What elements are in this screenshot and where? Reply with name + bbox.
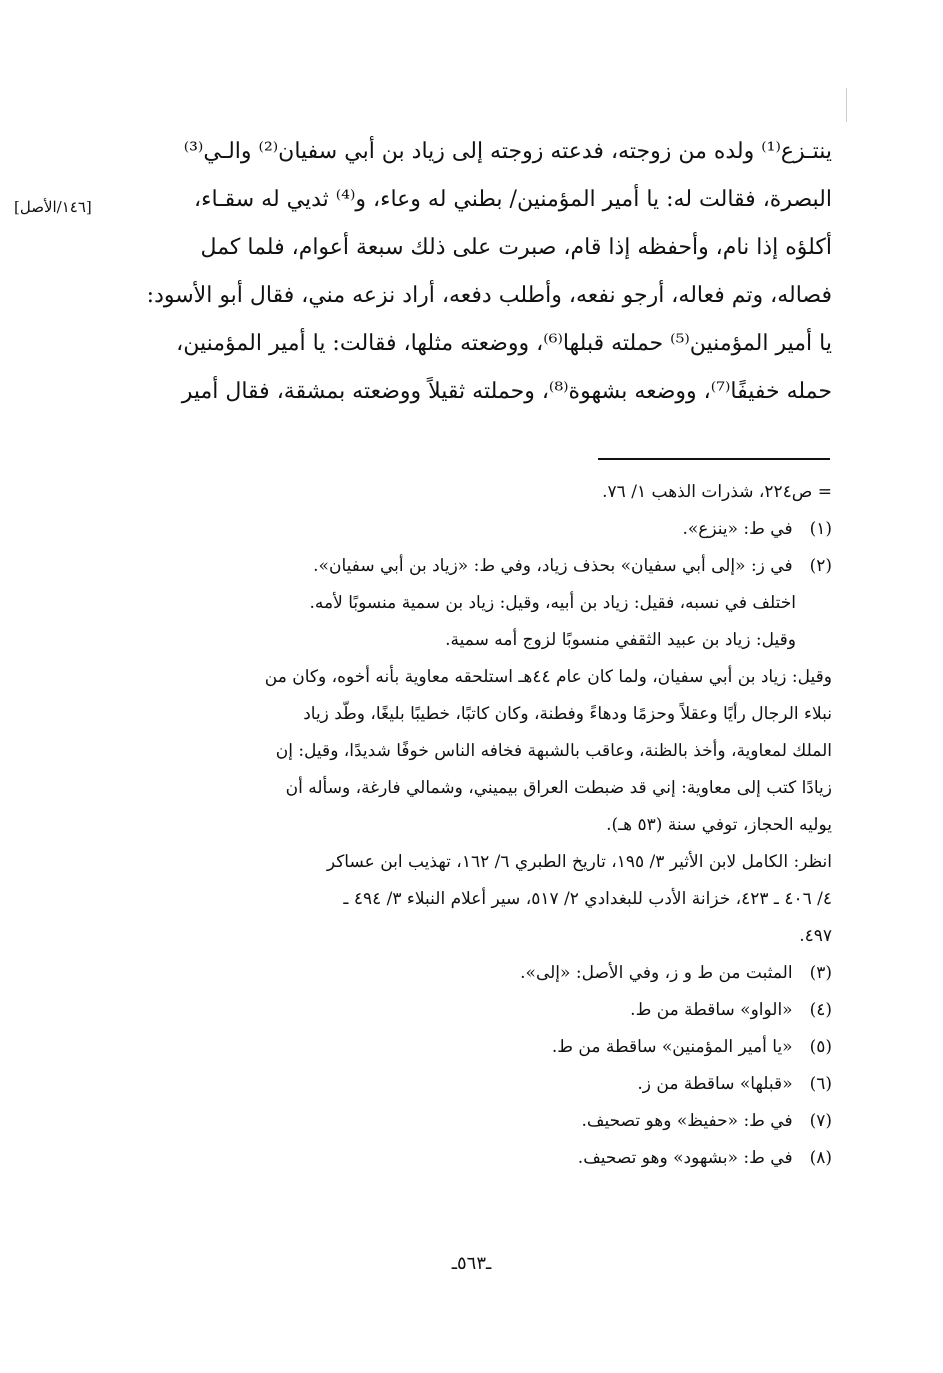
- footnote-text: «يا أمير المؤمنين» ساقطة من ط.: [551, 1037, 793, 1057]
- footnote-text: «الواو» ساقطة من ط.: [630, 1000, 793, 1020]
- footnote-separator: [598, 458, 830, 460]
- footnote-5: [120, 1029, 832, 1066]
- footnote-number: (٥): [809, 1037, 832, 1057]
- footnote-2-body-line: ٤/ ٤٠٦ ـ ٤٢٣، خزانة الأدب للبغدادي ٢/ ٥١٧، سير أعلام النبلاء ٣/ ٤٩٤ ـ: [343, 889, 832, 909]
- footnote-2-body-line: الملك لمعاوية، وأخذ بالظنة، وعاقب بالشبهة فخافه الناس خوفًا شديدًا، وقيل: إن: [275, 741, 832, 761]
- footnote-2: [120, 548, 832, 585]
- footnote-2-body-line: زيادًا كتب إلى معاوية: إني قد ضبطت العراق بيميني، وشمالي فارغة، وسأله أن: [285, 778, 832, 798]
- main-text-line: أكلؤه إذا نام، وأحفظه إذا قام، صبرت على ذلك سبعة أعوام، فلما كمل: [200, 235, 832, 260]
- footnote-number: (٧): [809, 1111, 832, 1131]
- footnote-text: في ز: «إلى أبي سفيان» بحذف زياد، وفي ط: «زياد بن أبي سفيان».: [313, 556, 793, 576]
- footnote-2-body-line: نبلاء الرجال رأيًا وعقلاً وحزمًا ودهاءً وفطنة، وكان كاتبًا، خطيبًا بليغًا، وطّد زياد: [303, 704, 832, 724]
- main-text-line: البصرة، فقالت له: يا أمير المؤمنين/ بطني له وعاء، و⁽⁴⁾ ثديي له سقـاء،: [194, 187, 832, 212]
- footnote-2-body-line: يوليه الحجاز، توفي سنة (٥٣ هـ).: [606, 815, 832, 835]
- main-text-line: فصاله، وتم فعاله، أرجو نفعه، وأطلب دفعه، أراد نزعه مني، فقال أبو الأسود:: [146, 283, 832, 308]
- footnote-text: في ط: «بشهود» وهو تصحيف.: [577, 1148, 793, 1168]
- footnote-2-body-line: وقيل: زياد بن عبيد الثقفي منسوبًا لزوج أمه سمية.: [445, 630, 796, 650]
- footnote-number: (١): [809, 519, 832, 539]
- footnote-text: «قبلها» ساقطة من ز.: [637, 1074, 793, 1094]
- footnote-continuation: = ص٢٢٤، شذرات الذهب ١/ ٧٦.: [602, 482, 832, 502]
- page-edge-mark: [846, 88, 847, 122]
- footnote-2-body-line: ٤٩٧.: [799, 926, 832, 946]
- footnote-text: المثبت من ط و ز، وفي الأصل: «إلى».: [520, 963, 793, 983]
- footnote-2-body-line: انظر: الكامل لابن الأثير ٣/ ١٩٥، تاريخ الطبري ٦/ ١٦٢، تهذيب ابن عساكر: [326, 852, 832, 872]
- page-number: ـ٥٦٣ـ: [451, 1253, 492, 1274]
- footnote-number: (٨): [809, 1148, 832, 1168]
- footnote-6: [120, 1066, 832, 1103]
- footnote-1: [120, 511, 832, 548]
- main-text-line: ينتـزع⁽¹⁾ ولده من زوجته، فدعته زوجته إلى زياد بن أبي سفيان⁽²⁾ والـي⁽³⁾: [183, 139, 832, 164]
- footnote-number: (٤): [809, 1000, 832, 1020]
- footnote-text: في ط: «حفيظ» وهو تصحيف.: [581, 1111, 793, 1131]
- footnote-text: في ط: «ينزع».: [682, 519, 793, 539]
- footnote-3: [120, 955, 832, 992]
- footnote-7: [120, 1103, 832, 1140]
- footnote-number: (٦): [809, 1074, 832, 1094]
- footnote-2-body-line: وقيل: زياد بن أبي سفيان، ولما كان عام ٤٤هـ استلحقه معاوية بأنه أخوه، وكان من: [264, 667, 832, 687]
- footnotes: [120, 474, 832, 1177]
- main-text-line: يا أمير المؤمنين⁽⁵⁾ حملته قبلها⁽⁶⁾، ووضعته مثلها، فقالت: يا أمير المؤمنين،: [176, 331, 832, 356]
- main-text-line: حمله خفيفًا⁽⁷⁾، ووضعه بشهوة⁽⁸⁾، وحملته ثقيلاً ووضعته بمشقة، فقال أمير: [181, 379, 832, 404]
- footnote-8: [120, 1140, 832, 1177]
- footnote-number: (٣): [809, 963, 832, 983]
- footnote-4: [120, 992, 832, 1029]
- footnote-number: (٢): [809, 556, 832, 576]
- footnote-2-body-line: اختلف في نسبه، فقيل: زياد بن أبيه، وقيل: زياد بن سمية منسوبًا لأمه.: [309, 593, 796, 613]
- main-text: [120, 128, 832, 416]
- margin-folio-reference: [١٤٦/الأصل]: [14, 198, 92, 216]
